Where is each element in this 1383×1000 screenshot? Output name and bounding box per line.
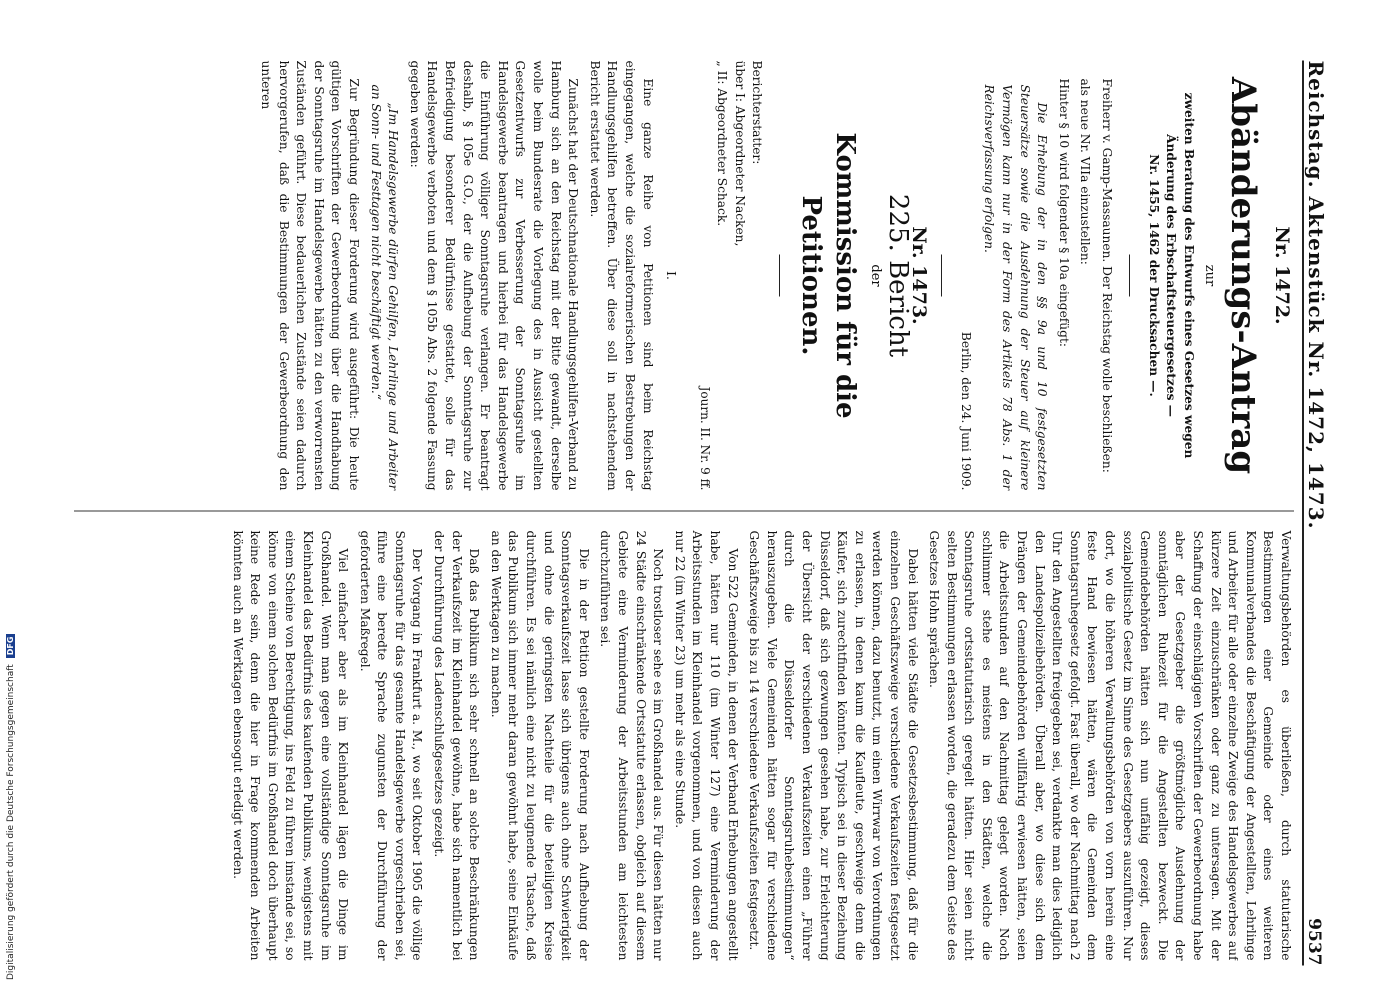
zur-label: zur: [1202, 264, 1218, 286]
quoted-paragraph: „Im Handelsgewerbe dürfen Gehilfen, Lehrlinge und Arbeiter an Sonn- und Festtagen nicht beschäftigt werden.“: [368, 84, 401, 490]
paragraph: Dabei hätten viele Städte die Gesetzesbestimmung, daß für die einzelnen Geschäftszweige verschiedene Verkaufszeiten festgesetzt werden können, dazu benutzt, um einen Wirrwar von Verordnungen zu erlassen, in denen kaum die Kaufleute, geschweige denn die Käufer, sich zurechtfinden könnten. Typisch sei in dieser Beziehung Düsseldorf, daß sich gezwungen gesehen habe, zur Erleichterung der Übersicht der verschiedenen Verkaufszeiten einen „Führer durch die Düsseldorfer Sonntagsruhebestimmungen“ herauszugeben. Viele Gemeinden hätten sogar für verschiedene Geschäftszweige bis zu 14 verschiedene Verkaufszeiten festgesetzt.: [747, 530, 920, 960]
rule: [941, 254, 942, 296]
der-label: der: [868, 263, 884, 287]
rapporteur-2: „ II: Abgeordneter Schack.: [715, 60, 730, 226]
section-number: I.: [664, 270, 679, 280]
motion-subtitle: zweiten Beratung des Entwurfs eines Gesetzes wegen Änderung des Erbschaftsteuergesetzes —: [1164, 92, 1196, 458]
quoted-paragraph: Die Erhebung der in den §§ 9a und 10 festgesetzten Steuersätze sowie die Ausdehnung der Steuer auf kleinere Vermögen kann nur in der Form des Artikels 78 Abs. 1 der Reichsverfassung erfolgen.: [982, 84, 1050, 490]
journal-ref: Journ. II. Nr. 9 ff.: [697, 386, 712, 490]
paragraph: Hinter § 10 wird folgender § 10a eingefügt:: [1056, 78, 1071, 347]
committee-title: Kommission für die Petitionen.: [796, 131, 861, 419]
paragraph: als neue Nr. VIIa einzustellen:: [1078, 78, 1093, 265]
rapporteur-label: Berichterstatter:: [750, 60, 765, 164]
paragraph: Die in der Petition gestellte Forderung nach Aufhebung der Sonntagsverkaufszeit lasse sich übrigens auch ohne Schwierigkeit und ohne die geringsten Nachteile für die beteiligten Kreise durchführen. Es sei nämlich eine nicht zu leugnende Tatsache, daß das Publikum sich immer mehr daran gewöhnt habe, seine Einkäufe an den Werktagen zu machen.: [488, 530, 591, 960]
date-line: Berlin, den 24. Juni 1909.: [958, 331, 973, 490]
header-title: Reichstag. Aktenstück Nr. 1472, 1473.: [1304, 60, 1328, 530]
running-header: [1302, 60, 1340, 965]
rotated-page: [70, 60, 1340, 965]
paragraph: Daß das Publikum sich sehr schnell an solche Beschränkungen der Verkaufszeit im Kleinhandel gewöhne, habe sich namentlich bei der Durchführung des Ladenschlußgesetzes gezeigt.: [432, 530, 482, 960]
funding-note: [6, 20, 16, 980]
report-title: 225. Bericht: [882, 193, 913, 357]
motion-reference: Nr. 1455, 1462 der Drucksachen —.: [1146, 153, 1161, 397]
footer-strip: [0, 0, 22, 1000]
paragraph: Der Vorgang in Frankfurt a. M., wo seit Oktober 1905 die völlige Sonntagsruhe für das gesamte Handelsgewerbe vorgeschrieben sei, führe eine beredte Sprache zugunsten der Durchführung der geforderten Maßregel.: [357, 530, 425, 960]
item-number-1473: Nr. 1473.: [908, 225, 931, 325]
paragraph: Noch trostloser sehe es im Großhandel aus. Für diesen hätten nur 24 Städte einschränkende Ortsstatute erlassen, obgleich auf diesem Gebiete eine Verminderung der Arbeitsstunden am leichtesten durchzuführen sei.: [598, 530, 666, 960]
rule: [780, 254, 781, 296]
paragraph: Zunächst hat der Deutschnationale Handlungsgehilfen-Verband zu Hamburg sich an den Reichstag mit der Bitte gewandt, derselbe wolle beim Bundesrate die Vorlegung des in Aussicht gestellten Gesetzentwurfs zur Verbesserung der Sonntagsruhe im Handelsgewerbe beantragen und hierbei für das Handelsgewerbe die Einführung völliger Sonntagsruhe verlangen. Er beantragt deshalb, § 105e G.O., der die Aufhebung der Sonntagsruhe zur Befriedigung besonderer Bedürfnisse gestattet, solle für das Handelsgewerbe verboten und dem § 105b Abs. 2 folgende Fassung gegeben werden:: [407, 60, 581, 490]
scan-area: [70, 60, 1340, 965]
dfg-logo: DFG: [6, 634, 15, 659]
item-number-1472: Nr. 1472.: [1271, 225, 1293, 325]
document-page: [70, 60, 1340, 965]
right-column: [74, 530, 1294, 960]
motion-title: Abänderungs-Antrag: [1223, 76, 1264, 474]
paragraph: Von 522 Gemeinden, in denen der Verband Erhebungen angestellt habe, hätten nur 110 (im Winter 127) eine Verminderung der Arbeitsstunden im Kleinhandel vorgenommen, und von diesen auch nur 22 (im Winter 23) um mehr als eine Stunde.: [672, 530, 740, 960]
paragraph: Zur Begründung dieser Forderung wird ausgeführt: Die heute gültigen Vorschriften der Gewerbeordnung über die Handhabung der Sonntagsruhe im Handelsgewerbe hätten zu den verworrensten Zuständen geführt. Diese bedauerlichen Zustände seien dadurch hervorgerufen, daß die Bestimmungen der Gewerbeordnung den unteren: [259, 60, 362, 490]
paragraph: Eine ganze Reihe von Petitionen sind beim Reichstag eingegangen, welche die sozialreformerischen Bestrebungen der Handlungsgehilfen betreffen. Über diese soll in nachstehendem Bericht erstattet werden.: [587, 60, 655, 490]
left-column: [74, 60, 1294, 490]
paragraph: Freiherr v. Gamp-Massaunen. Der Reichstag wolle beschließen:: [1100, 78, 1115, 473]
paragraph: Viel einfacher aber als im Kleinhandel lägen die Dinge im Großhandel. Wenn man gegen eine vollständige Sonntagsruhe im Kleinhandel das Bedürfnis des kaufenden Publikums, wenigstens mit einem Scheine von Berechtigung, ins Feld zu führen imstande sei, so könne von einem solchen Bedürfnis im Großhandel doch überhaupt keine Rede sein, denn die hier in Frage kommenden Arbeiten könnten auch an Werktagen ebensogut erledigt werden.: [230, 530, 351, 960]
rule: [1129, 254, 1130, 296]
funding-text: Digitalisierung gefördert durch die Deutsche Forschungsgemeinschaft: [6, 664, 16, 980]
paragraph: Verwaltungsbehörden es überließen, durch statutarische Bestimmungen einer Gemeinde oder eines weiteren Kommunalverbandes die Beschäftigung der Angestellten, Lehrlinge und Arbeiter für alle oder einzelne Zweige des Handelsgewerbes auf kürzere Zeit einzuschränken oder ganz zu untersagen. Mit der Schaffung der einschlägigen Vorschriften der Gewerbeordnung habe aber der Gesetzgeber die größtmögliche Ausdehnung der sonntäglichen Ruhezeit für die Angestellten bezweckt. Die Gemeindebehörden hätten sich nun unfähig gezeigt, dieses sozialpolitische Gesetz im Sinne des Gesetzgebers auszuführen. Nur dort, wo die höheren Verwaltungsbehörden von vorn herein eine feste Hand bewiesen hätten, wären die Gemeinden dem Sonntagsruhegesetz gefolgt. Fast überall, wo der Nachmittag nach 2 Uhr den Angestellten freigegeben sei, verdankte man dies lediglich den Landespolizeibehörden. Überall aber, wo diese sich dem Drängen der Gemeindebehörden willfährig erwiesen hätten, seien die Arbeitsstunden auf den Nachmittag gelegt worden. Noch schlimmer stehe es meistens in den Städten, welche die Sonntagsruhe ortsstatutarisch geregelt hätten. Hier seien nicht selten Bestimmungen erlassen worden, die geradezu dem Geiste des Gesetzes Hohn sprächen.: [927, 530, 1293, 960]
rapporteur-1: über I: Abgeordneter Nacken,: [732, 60, 747, 246]
page-number: 9537: [1304, 917, 1324, 965]
column-divider: [74, 510, 1294, 511]
